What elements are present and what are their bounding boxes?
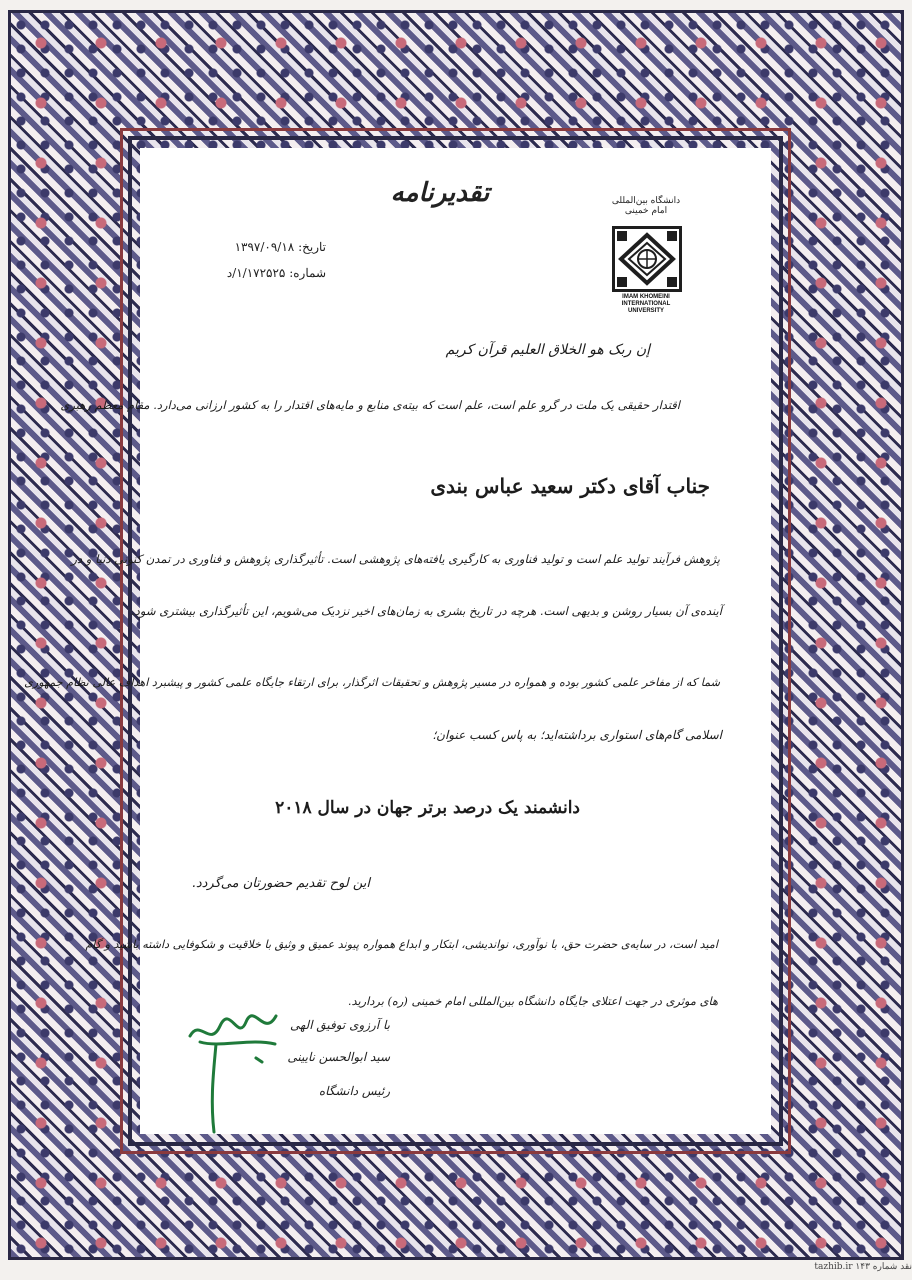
leader-quote: اقتدار حقیقی یک ملت در گرو علم است، علم است که بیته‌ی منابع و مایه‌های اقتدار را به کشور ارزانی می‌دارد. مقام معظم رهبری [60,398,680,412]
closing-line-2: های موثری در جهت اعتلای جایگاه دانشگاه بین‌المللی امام خمینی (ره) بردارید. [347,994,718,1008]
recipient-name: جناب آقای دکتر سعید عباس بندی [430,474,710,498]
signer-title: رئیس دانشگاه [318,1084,390,1098]
quran-verse: إن ربک هو الخلاق العلیم قرآن کریم [445,342,650,358]
presentation-text: این لوح تقدیم حضورتان می‌گردد. [191,876,370,891]
date-value: ۱۳۹۷/۰۹/۱۸ [234,240,295,254]
university-logo-icon [615,229,679,289]
date-row [196,240,326,254]
body-line-1: پژوهش فرآیند تولید علم است و تولید فناوری به کارگیری یافته‌های پژوهشی است. تأثیرگذاری پژوهش و فناوری در تمدن کنونی دنیا و در [71,552,720,566]
body-line-4: اسلامی گام‌های استواری برداشته‌اید؛ به پاس کسب عنوان؛ [432,728,722,742]
number-value: ۱/۱۷۲۵۲۵/د [226,266,286,280]
number-label: شماره: [289,266,326,280]
body-line-2: آینده‌ی آن بسیار روشن و بدیهی است. هرچه در تاریخ بشری به زمان‌های اخیر نزدیک می‌شویم، این تأثیرگذاری بیشتری شود. [131,604,722,618]
sign-off: با آرزوی توفیق الهی [290,1018,390,1032]
date-label: تاریخ: [298,240,326,254]
certificate-title: تقدیرنامه [390,178,490,208]
closing-line-1: امید است، در سایه‌ی حضرت حق، با نوآوری، نواندیشی، ابتکار و ابداع همواره پیوند عمیق و وثیق با خلاقیت و شکوفایی داشته باشید و گام [85,938,718,951]
page-footer: نقد شماره ۱۴۳ tazhib.ir [814,1262,912,1272]
university-logo [612,226,682,292]
university-name-fa: دانشگاه بین‌المللی امام خمینی [611,196,681,216]
award-title: دانشمند یک درصد برتر جهان در سال ۲۰۱۸ [275,798,580,818]
university-name-en: IMAM KHOMEINI INTERNATIONAL UNIVERSITY [621,294,671,314]
handwritten-signature [180,1008,290,1138]
body-line-3: شما که از مفاخر علمی کشور بوده و همواره در مسیر پژوهش و تحقیقات اثرگذار، برای ارتقاء جایگاه علمی کشور و پیشبرد اهداف عالی نظام جمهوری [24,676,720,689]
signer-name: سید ابوالحسن نایینی [287,1050,390,1064]
number-row [196,266,326,280]
